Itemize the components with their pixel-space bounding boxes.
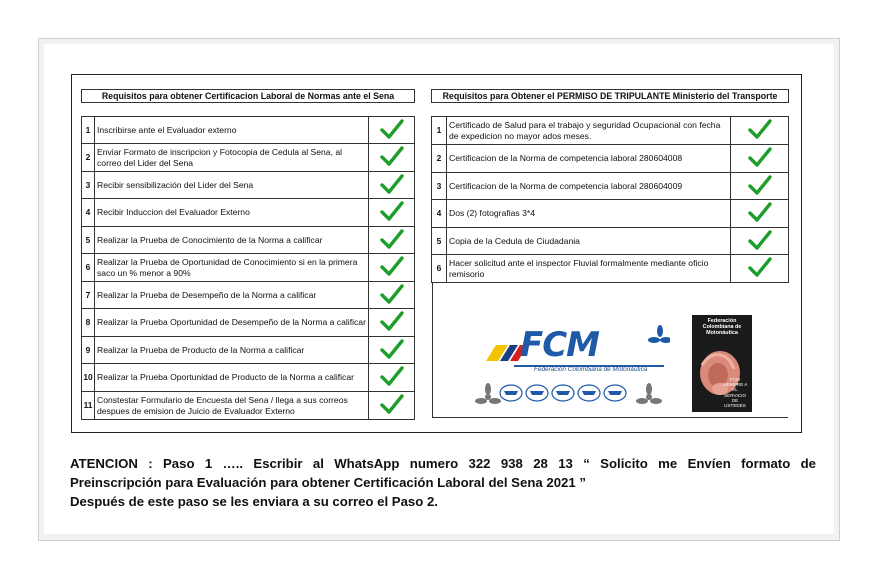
checkmark-icon: [379, 393, 405, 415]
check-cell: [731, 255, 789, 283]
checkmark-icon: [379, 200, 405, 222]
check-cell: [369, 172, 415, 199]
row-number: 4: [432, 200, 447, 228]
check-cell: [731, 117, 789, 145]
checkmark-icon: [379, 310, 405, 332]
checkmark-icon: [747, 229, 773, 251]
checkmark-icon: [379, 173, 405, 195]
checkmark-icon: [379, 228, 405, 250]
requirement-text: Certificado de Salud para el trabajo y seguridad Ocupacional con fecha de expedicion no mayor ados meses.: [447, 117, 731, 145]
check-cell: [731, 228, 789, 255]
note-line-2: Preinscripción para Evaluación para obtener Certificación Laboral del Sena 2021 ”: [70, 475, 586, 490]
requirement-row: [432, 145, 789, 173]
checkmark-icon: [747, 256, 773, 278]
checkmark-icon: [747, 146, 773, 168]
requirement-row: [432, 255, 789, 283]
right-table-header: Requisitos para Obtener el PERMISO DE TRIPULANTE Ministerio del Transporte: [431, 89, 789, 103]
requirement-text: Certificacion de la Norma de competencia laboral 280604009: [447, 173, 731, 200]
checkmark-icon: [379, 255, 405, 277]
note-line-1: ATENCION : Paso 1 ….. Escribir al WhatsApp numero 322 938 28 13 “ Solicito me Envíen formato de: [70, 456, 816, 471]
requirement-text: Dos (2) fotografias 3*4: [447, 200, 731, 228]
requirement-text: Realizar la Prueba de Conocimiento de la Norma a calificar: [95, 227, 369, 254]
requirement-row: [82, 117, 415, 144]
requirement-text: Recibir Induccion del Evaluador Externo: [95, 199, 369, 227]
row-number: 1: [82, 117, 95, 144]
right-requirements-table: [431, 116, 789, 283]
requirement-text: Recibir sensibilización del Lider del Sena: [95, 172, 369, 199]
check-cell: [369, 309, 415, 337]
row-number: 3: [432, 173, 447, 200]
requirement-text: Realizar la Prueba Oportunidad de Producto de la Norma a calificar: [95, 364, 369, 392]
requirement-row: [82, 144, 415, 172]
row-number: 5: [432, 228, 447, 255]
check-cell: [369, 199, 415, 227]
row-number: 10: [82, 364, 95, 392]
left-requirements-table: [81, 116, 415, 420]
row-number: 9: [82, 337, 95, 364]
poster-tagline: FCM SIEMPRE A EL SERVICIO DE USTEDES: [722, 377, 748, 409]
requirement-row: [82, 337, 415, 364]
requirement-row: [82, 392, 415, 420]
requirement-text: Inscribirse ante el Evaluador externo: [95, 117, 369, 144]
fcm-logo: [474, 325, 670, 413]
left-table-header: Requisitos para obtener Certificacion Laboral de Normas ante el Sena: [81, 89, 415, 103]
checkmark-icon: [747, 118, 773, 140]
check-cell: [369, 117, 415, 144]
requirement-row: [432, 228, 789, 255]
checkmark-icon: [379, 118, 405, 140]
requirement-text: Constestar Formulario de Encuesta del Sena / llega a sus correos despues de emision de Juicio de Evaluador Externo: [95, 392, 369, 420]
note-line-3: Después de este paso se les enviara a su correo el Paso 2.: [70, 494, 438, 509]
row-number: 8: [82, 309, 95, 337]
checkmark-icon: [379, 338, 405, 360]
requirement-row: [432, 117, 789, 145]
requirement-text: Copia de la Cedula de Ciudadania: [447, 228, 731, 255]
requirement-text: Realizar la Prueba de Producto de la Norma a calificar: [95, 337, 369, 364]
check-cell: [369, 144, 415, 172]
row-number: 4: [82, 199, 95, 227]
checkmark-icon: [379, 145, 405, 167]
row-number: 6: [432, 255, 447, 283]
requirement-row: [432, 200, 789, 228]
check-cell: [369, 227, 415, 254]
check-cell: [369, 282, 415, 309]
fcm-logo-subtitle: Federación Colombiana de Motonáutica: [534, 366, 648, 373]
requirement-row: [82, 227, 415, 254]
checkmark-icon: [747, 174, 773, 196]
requirement-text: Hacer solicitud ante el inspector Fluvial formalmente mediante oficio remisorio: [447, 255, 731, 283]
requirement-text: Realizar la Prueba de Desempeño de la Norma a calificar: [95, 282, 369, 309]
row-number: 11: [82, 392, 95, 420]
poster-title: Federación Colombiana de Motonáutica: [702, 318, 742, 337]
requirement-row: [82, 364, 415, 392]
requirement-row: [82, 199, 415, 227]
check-cell: [731, 173, 789, 200]
row-number: 2: [82, 144, 95, 172]
requirement-row: [432, 173, 789, 200]
row-number: 2: [432, 145, 447, 173]
check-cell: [369, 392, 415, 420]
requirement-row: [82, 172, 415, 199]
check-cell: [369, 337, 415, 364]
check-cell: [369, 254, 415, 282]
checkmark-icon: [379, 365, 405, 387]
row-number: 1: [432, 117, 447, 145]
fcm-logo-text: FCM: [520, 325, 600, 365]
row-number: 7: [82, 282, 95, 309]
requirement-text: Certificacion de la Norma de competencia laboral 280604008: [447, 145, 731, 173]
row-number: 3: [82, 172, 95, 199]
row-number: 6: [82, 254, 95, 282]
requirement-text: Realizar la Prueba de Oportunidad de Conocimiento si en la primera saco un % menor a 90%: [95, 254, 369, 282]
attention-note: [70, 454, 816, 511]
check-cell: [731, 145, 789, 173]
requirement-row: [82, 309, 415, 337]
federation-poster: [692, 315, 752, 412]
requirement-row: [82, 254, 415, 282]
row-number: 5: [82, 227, 95, 254]
checkmark-icon: [747, 201, 773, 223]
requirement-text: Realizar la Prueba Oportunidad de Desempeño de la Norma a calificar: [95, 309, 369, 337]
check-cell: [731, 200, 789, 228]
requirement-text: Enviar Formato de inscripcion y Fotocopia de Cedula al Sena, al correo del Lider del Sena: [95, 144, 369, 172]
checkmark-icon: [379, 283, 405, 305]
check-cell: [369, 364, 415, 392]
requirement-row: [82, 282, 415, 309]
